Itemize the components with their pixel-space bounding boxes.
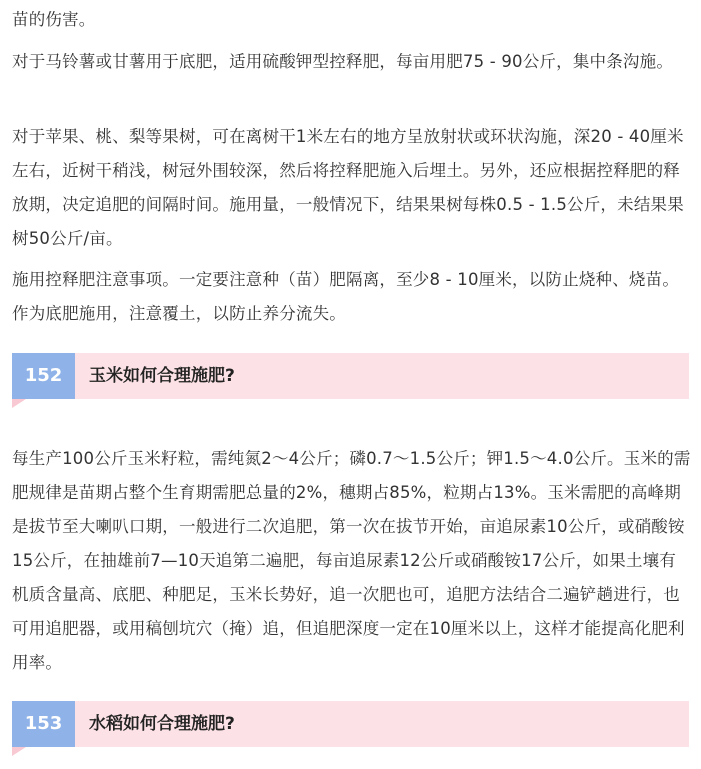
section-title: 水稻如何合理施肥?	[89, 714, 235, 734]
header-corner-decoration	[12, 399, 26, 408]
paragraph-fruit-trees: 对于苹果、桃、梨等果树，可在离树干1米左右的地方呈放射状或环状沟施，深20 - 40厘米左右，近树干稍浅，树冠外围较深，然后将控释肥施入后埋土。另外，还应根据控释肥的释放期，决定追肥的间隔时间。施用量，一般情况下，结果果树每株0.5 - 1.5公斤，未结果果树50公斤/亩。	[12, 127, 684, 248]
paragraph-corn-fertilization: 每生产100公斤玉米籽粒，需纯氮2～4公斤；磷0.7～1.5公斤；钾1.5～4.0公斤。玉米的需肥规律是苗期占整个生育期需肥总量的2%，穗期占85%，粒期占13%。玉米需肥的高峰期是拔节至大喇叭口期，一般进行二次追肥，第一次在拔节开始，亩追尿素10公斤，或硝酸铵15公斤，在抽雄前7—10天追第二遍肥，每亩追尿素12公斤或硝酸铵17公斤，如果土壤有机质含量高、底肥、种肥足，玉米长势好，追一次肥也可，追肥方法结合二遍铲趟进行，也可用追肥器，或用稿刨坑穴（掩）追，但追肥深度一定在10厘米以上，这样才能提高化肥利用率。	[12, 449, 691, 672]
paragraph-potato: 对于马铃薯或甘薯用于底肥，适用硫酸钾型控释肥，每亩用肥75 - 90公斤，集中条沟施。	[12, 52, 674, 71]
section-number-badge: 152	[12, 353, 75, 399]
section-header-153	[12, 701, 689, 747]
section-title: 玉米如何合理施肥?	[89, 366, 235, 386]
paragraph-continuation: 苗的伤害。	[12, 10, 96, 29]
paragraph-precautions: 施用控释肥注意事项。一定要注意种（苗）肥隔离，至少8 - 10厘米，以防止烧种、烧苗。作为底肥施用，注意覆土，以防止养分流失。	[12, 270, 680, 323]
section-header-152	[12, 353, 689, 399]
header-corner-decoration	[12, 747, 26, 756]
section-number-badge: 153	[12, 701, 75, 747]
